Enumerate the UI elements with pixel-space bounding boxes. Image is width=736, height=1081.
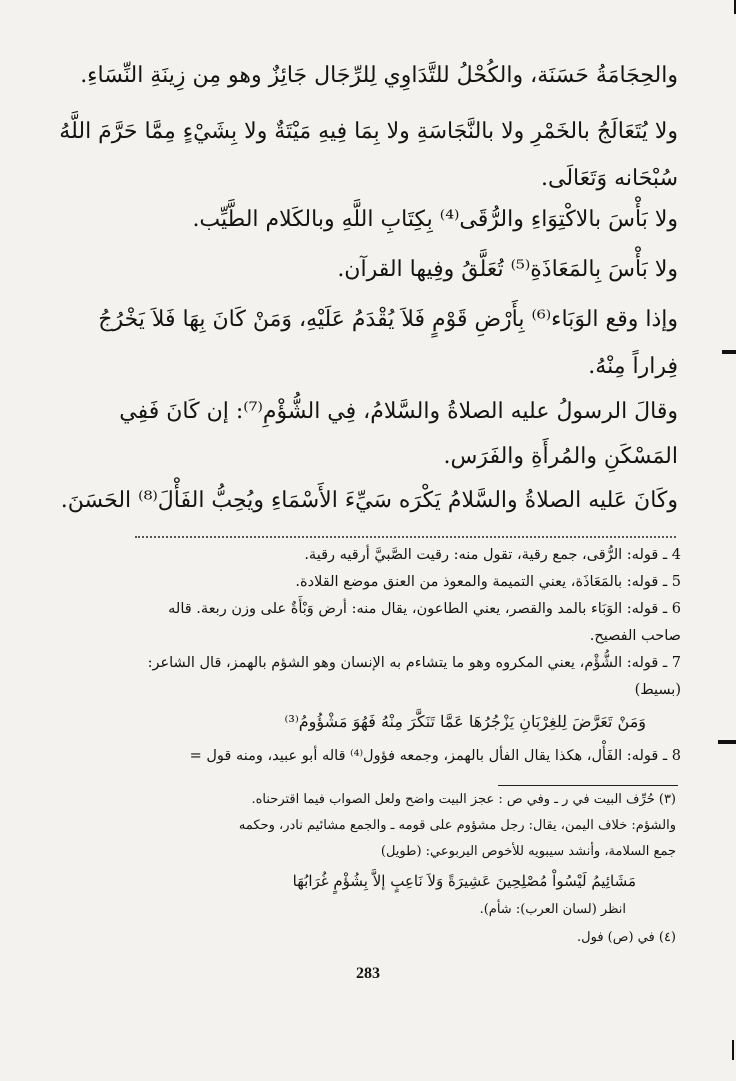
scan-edge-mark <box>732 1040 734 1060</box>
scan-edge-mark <box>722 350 736 354</box>
notes-separator <box>498 785 678 786</box>
footnote-verse: وَمَنْ تَعَرَّضَ لِلغِرْبَانِ يَزْجُرُهَا عَمَّا تَنَكَّرَ مِنْهُ فَهُوَ مَشْؤُومُ⁽³⁾ <box>284 712 646 731</box>
main-line: ولا بَأْسَ بِالمَعَاذَةِ⁽⁵⁾ تُعَلَّقُ وفِيها القرآن. <box>337 257 678 282</box>
main-line: المَسْكَنِ والمُرأَةِ والفَرَس. <box>443 444 678 469</box>
footnote-line: (بسيط) <box>634 682 681 698</box>
main-line: ولا بَأْسَ بالاكْتِوَاءِ والرُّقَى⁽⁴⁾ بِكِتَابِ اللَّهِ وبالكَلام الطَّيِّب. <box>192 207 678 232</box>
scan-edge-mark <box>718 740 736 744</box>
page-number: 283 <box>356 965 380 982</box>
footnote-line: 5 ـ قوله: بالمَعَاذَة، يعني التميمة والمعوذ من العنق موضع القلادة. <box>295 574 681 590</box>
editor-note-line: (٣) حُرِّف البيت في ر ـ وفي ص : عجز البيت واضح ولعل الصواب فيما اقترحناه. <box>251 792 676 807</box>
editor-note-verse: مَشَائِيمُ لَيْسُواْ مُصْلِحِينَ عَشِيرَةً وَلاَ نَاعِبٍ إلاَّ بِشُؤْمٍ غُرَابُهَا <box>292 872 636 890</box>
footnote-line: 4 ـ قوله: الرُّقى، جمع رقية، تقول منه: رقيت الصَّبيَّ أرقيه رقية. <box>304 547 681 563</box>
main-line: ولا يُتَعَالَجُ بالخَمْرِ ولا بالنَّجَاسَةِ ولا بِمَا فِيهِ مَيْتَةٌ ولا بِشَيْءٍ مِمَّا حَرَّمَ اللَّهُ <box>59 119 678 144</box>
editor-note-line: (٤) في (ص) فول. <box>577 930 676 945</box>
footnote-line: 7 ـ قوله: الشُّؤْم، يعني المكروه وهو ما يتشاءم به الإنسان وهو الشؤم بالهمز، قال الشاعر: <box>147 655 681 671</box>
main-line: فِراراً مِنْهُ. <box>588 354 678 379</box>
main-line: وكَانَ عَليه الصلاةُ والسَّلامُ يَكْرَه سَيِّءَ الأَسْمَاءِ ويُحِبُّ الفَأْلَ⁽⁸⁾ الحَسَنَ. <box>60 488 678 513</box>
footnote-line: 6 ـ قوله: الوَبَاء بالمد والقصر، يعني الطاعون، يقال منه: أرض وَبْأَةٌ على وزن ربعة. قاله <box>168 601 681 617</box>
editor-note-line: جمع السلامة، وأنشد سيبويه للأخوص اليربوعي: (طويل) <box>380 844 676 859</box>
main-line: سُبْحَانه وَتَعَالَى. <box>541 166 678 191</box>
footnote-line: 8 ـ قوله: الفَأْل، هكذا يقال الفأل بالهمز، وجمعه فؤول⁽⁴⁾ قاله أبو عبيد، ومنه قول = <box>189 748 681 764</box>
footnote-line: صاحب الفصيح. <box>589 628 681 644</box>
main-line: وإذا وقع الوَبَاء⁽⁶⁾ بِأَرْضِ قَوْمٍ فَلاَ يُقْدَمُ عَلَيْهِ، وَمَنْ كَانَ بِهَا فَلاَ يَخْرُجُ <box>98 307 678 332</box>
dotted-divider <box>135 536 676 538</box>
editor-note-line: انظر (لسان العرب): شأم). <box>479 902 626 917</box>
editor-note-line: والشؤم: خلاف اليمن، يقال: رجل مشؤوم على قومه ـ والجمع مشائيم نادر، وحكمه <box>238 818 676 833</box>
main-line: وقالَ الرسولُ عليه الصلاةُ والسَّلامُ، فِي الشُّؤْمِ⁽⁷⁾: إن كَانَ فَفِي <box>119 399 678 424</box>
main-line: والحِجَامَةُ حَسَنَة، والكُحْلُ للتَّدَاوِي لِلرِّجَال جَائِزٌ وهو مِن زِينَةِ النِّسَاءِ. <box>80 63 678 88</box>
